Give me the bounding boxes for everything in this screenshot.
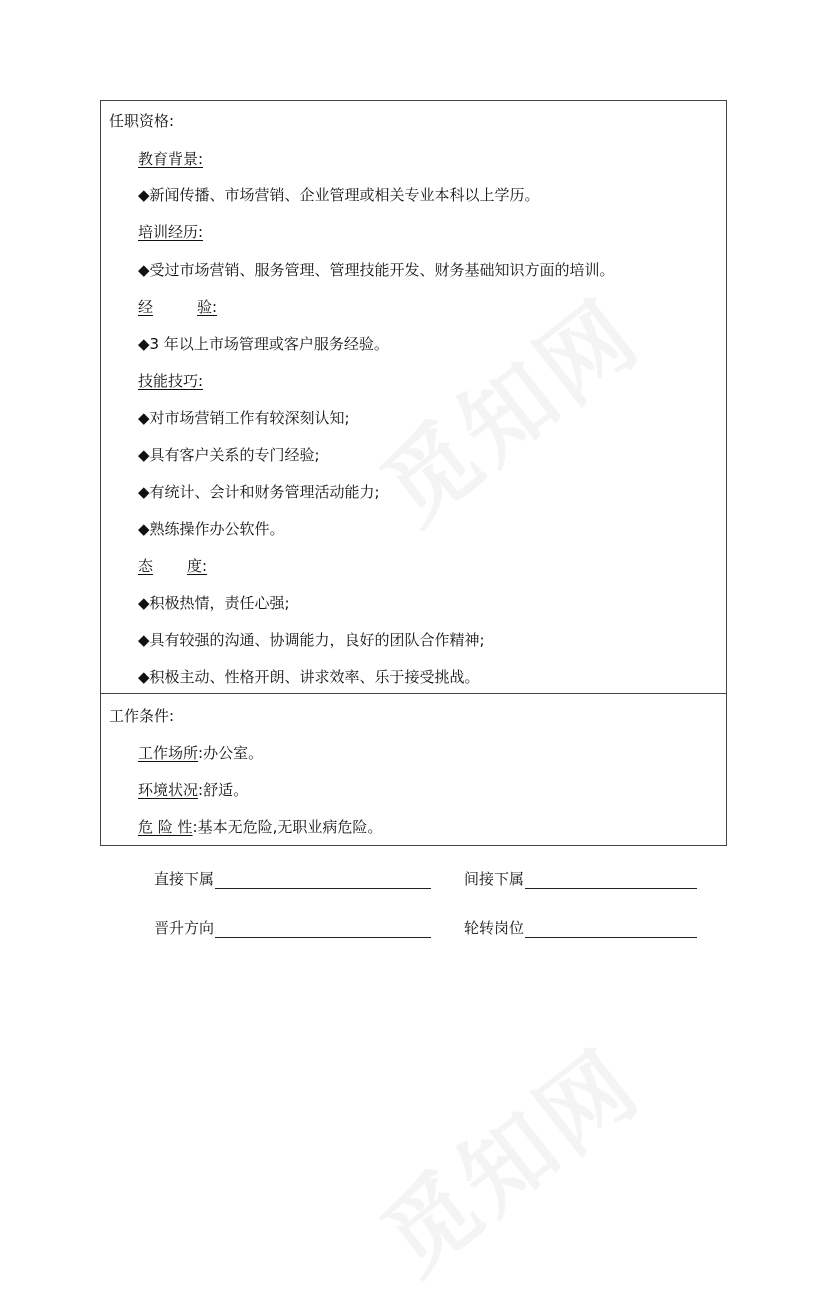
skills-heading: 技能技巧: (138, 372, 204, 390)
promotion-direction-field[interactable] (215, 919, 431, 938)
experience-heading (138, 297, 217, 317)
environment-label: 环境状况 (138, 781, 199, 799)
workplace-row (138, 743, 263, 763)
environment-value: :舒适。 (198, 781, 249, 799)
workplace-label: 工作场所 (138, 744, 199, 762)
experience-item: ◆3 年以上市场管理或客户服务经验。 (138, 335, 389, 353)
workplace-value: :办公室。 (198, 744, 264, 762)
skills-item: ◆对市场营销工作有较深刻认知; (138, 409, 350, 427)
attitude-item: ◆具有较强的沟通、协调能力，良好的团队合作精神; (138, 631, 485, 649)
qualifications-section (100, 100, 727, 694)
rotation-position-label: 轮转岗位 (464, 919, 525, 937)
rotation-position-field[interactable] (525, 919, 697, 938)
promotion-direction-label: 晋升方向 (154, 919, 215, 937)
experience-heading-a: 经 (138, 298, 154, 316)
skills-item: ◆熟练操作办公软件。 (138, 520, 285, 538)
rotation-position-row (464, 918, 697, 938)
attitude-heading-a: 态 (138, 557, 154, 575)
attitude-item: ◆积极主动、性格开朗、讲求效率、乐于接受挑战。 (138, 668, 480, 686)
direct-subordinate-label: 直接下属 (154, 870, 215, 888)
attitude-item: ◆积极热情，责任心强; (138, 594, 290, 612)
training-item: ◆受过市场营销、服务管理、管理技能开发、财务基础知识方面的培训。 (138, 261, 615, 279)
experience-heading-b: 验: (197, 298, 218, 316)
training-heading: 培训经历: (138, 223, 204, 241)
qualifications-title: 任职资格: (109, 112, 175, 130)
indirect-subordinate-field[interactable] (525, 870, 697, 889)
risk-label: 危 险 性 (138, 818, 193, 836)
indirect-subordinate-row (464, 869, 697, 889)
conditions-section (100, 693, 727, 846)
skills-item: ◆具有客户关系的专门经验; (138, 446, 320, 464)
direct-subordinate-row (154, 869, 431, 889)
conditions-title: 工作条件: (109, 707, 175, 725)
direct-subordinate-field[interactable] (215, 870, 431, 889)
education-item: ◆新闻传播、市场营销、企业管理或相关专业本科以上学历。 (138, 186, 540, 204)
indirect-subordinate-label: 间接下属 (464, 870, 525, 888)
attitude-heading (138, 556, 207, 576)
environment-row (138, 780, 248, 800)
skills-item: ◆有统计、会计和财务管理活动能力; (138, 483, 380, 501)
risk-value: :基本无危险,无职业病危险。 (192, 818, 383, 836)
attitude-heading-b: 度: (187, 557, 208, 575)
risk-row (138, 817, 382, 837)
education-heading: 教育背景: (138, 150, 204, 168)
promotion-direction-row (154, 918, 431, 938)
watermark-bottom (351, 1013, 664, 1298)
